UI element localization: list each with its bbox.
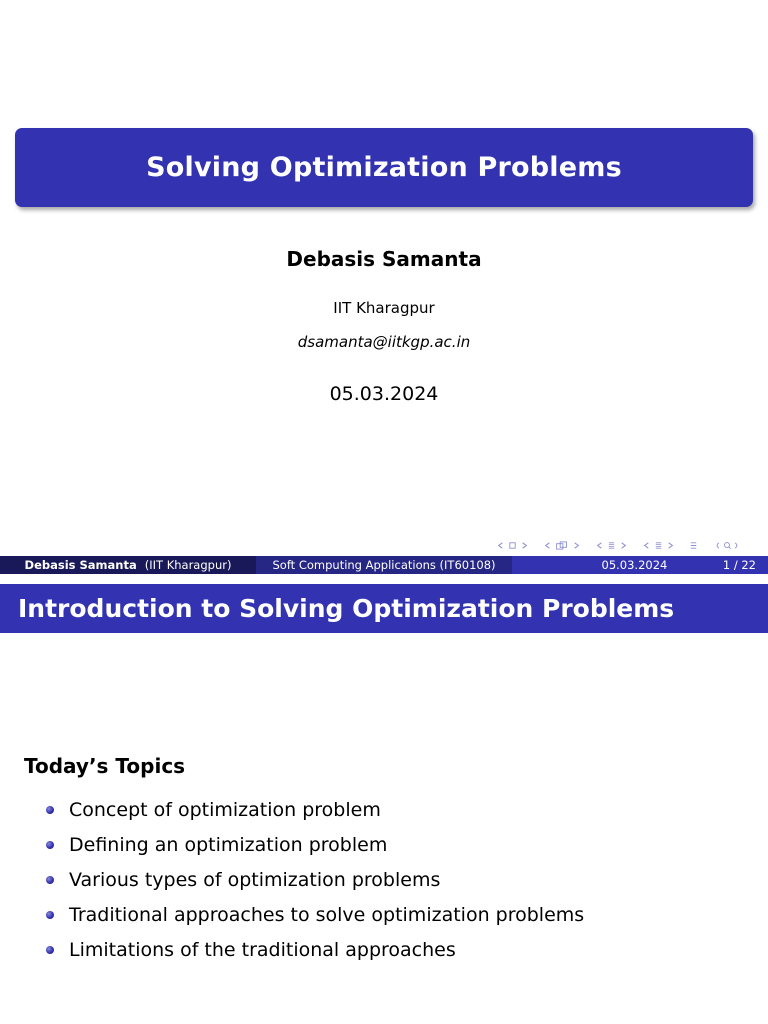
bullet-icon	[46, 806, 54, 814]
footer-institute: (IIT Kharagpur)	[144, 558, 232, 572]
topic-text: Defining an optimization problem	[69, 833, 388, 856]
frame-title-bar	[0, 584, 768, 633]
presentation-title: Solving Optimization Problems	[146, 152, 622, 183]
topic-text: Various types of optimization problems	[69, 868, 441, 891]
bullet-icon	[46, 841, 54, 849]
topic-text: Concept of optimization problem	[69, 798, 381, 821]
footer-date-block	[512, 556, 768, 574]
footline	[0, 556, 768, 574]
footer-course: Soft Computing Applications (IT60108)	[272, 558, 496, 572]
arrow-left-icon[interactable]	[543, 541, 552, 550]
arrow-right-icon[interactable]	[666, 541, 675, 550]
footer-date: 05.03.2024	[601, 558, 668, 572]
section-nav	[595, 541, 628, 550]
subsection-nav	[543, 541, 581, 550]
arrow-left-icon[interactable]	[595, 541, 604, 550]
author-name: Debasis Samanta	[286, 247, 482, 271]
arrow-left-icon[interactable]	[496, 541, 505, 550]
arrow-left-icon[interactable]	[642, 541, 651, 550]
topic-text: Limitations of the traditional approaches	[69, 938, 456, 961]
beamer-navigation-symbols	[496, 539, 742, 551]
align-icon[interactable]	[689, 541, 698, 550]
part-nav	[642, 541, 675, 550]
bullet-icon	[46, 946, 54, 954]
frame-icon[interactable]	[508, 541, 517, 550]
topic-list	[46, 792, 584, 967]
bullet-icon	[46, 911, 54, 919]
list-item	[46, 862, 584, 897]
search-icon[interactable]	[712, 541, 742, 550]
institute: IIT Kharagpur	[333, 299, 435, 317]
list-item	[46, 827, 584, 862]
arrow-right-icon[interactable]	[572, 541, 581, 550]
author-email: dsamanta@iitkgp.ac.in	[297, 333, 471, 351]
bullet-icon	[46, 876, 54, 884]
topics-slide	[0, 574, 768, 1024]
topics-heading: Today’s Topics	[24, 754, 186, 778]
footer-course-block	[256, 556, 512, 574]
presentation-date: 05.03.2024	[329, 383, 439, 405]
frame-nav	[496, 541, 529, 550]
document-nav	[689, 541, 698, 550]
arrow-right-icon[interactable]	[520, 541, 529, 550]
footer-author-block	[0, 556, 256, 574]
arrow-right-icon[interactable]	[619, 541, 628, 550]
search-nav	[712, 541, 742, 550]
footer-page-number: 1 / 22	[722, 558, 756, 572]
section-icon[interactable]	[654, 541, 663, 550]
frame-title: Introduction to Solving Optimization Problems	[18, 594, 675, 623]
list-item	[46, 897, 584, 932]
footer-author: Debasis Samanta	[24, 558, 137, 572]
subsection-icon[interactable]	[555, 541, 569, 550]
topic-text: Traditional approaches to solve optimization problems	[69, 903, 585, 926]
list-item	[46, 792, 584, 827]
title-block	[15, 128, 753, 207]
list-item	[46, 932, 584, 967]
section-icon[interactable]	[607, 541, 616, 550]
